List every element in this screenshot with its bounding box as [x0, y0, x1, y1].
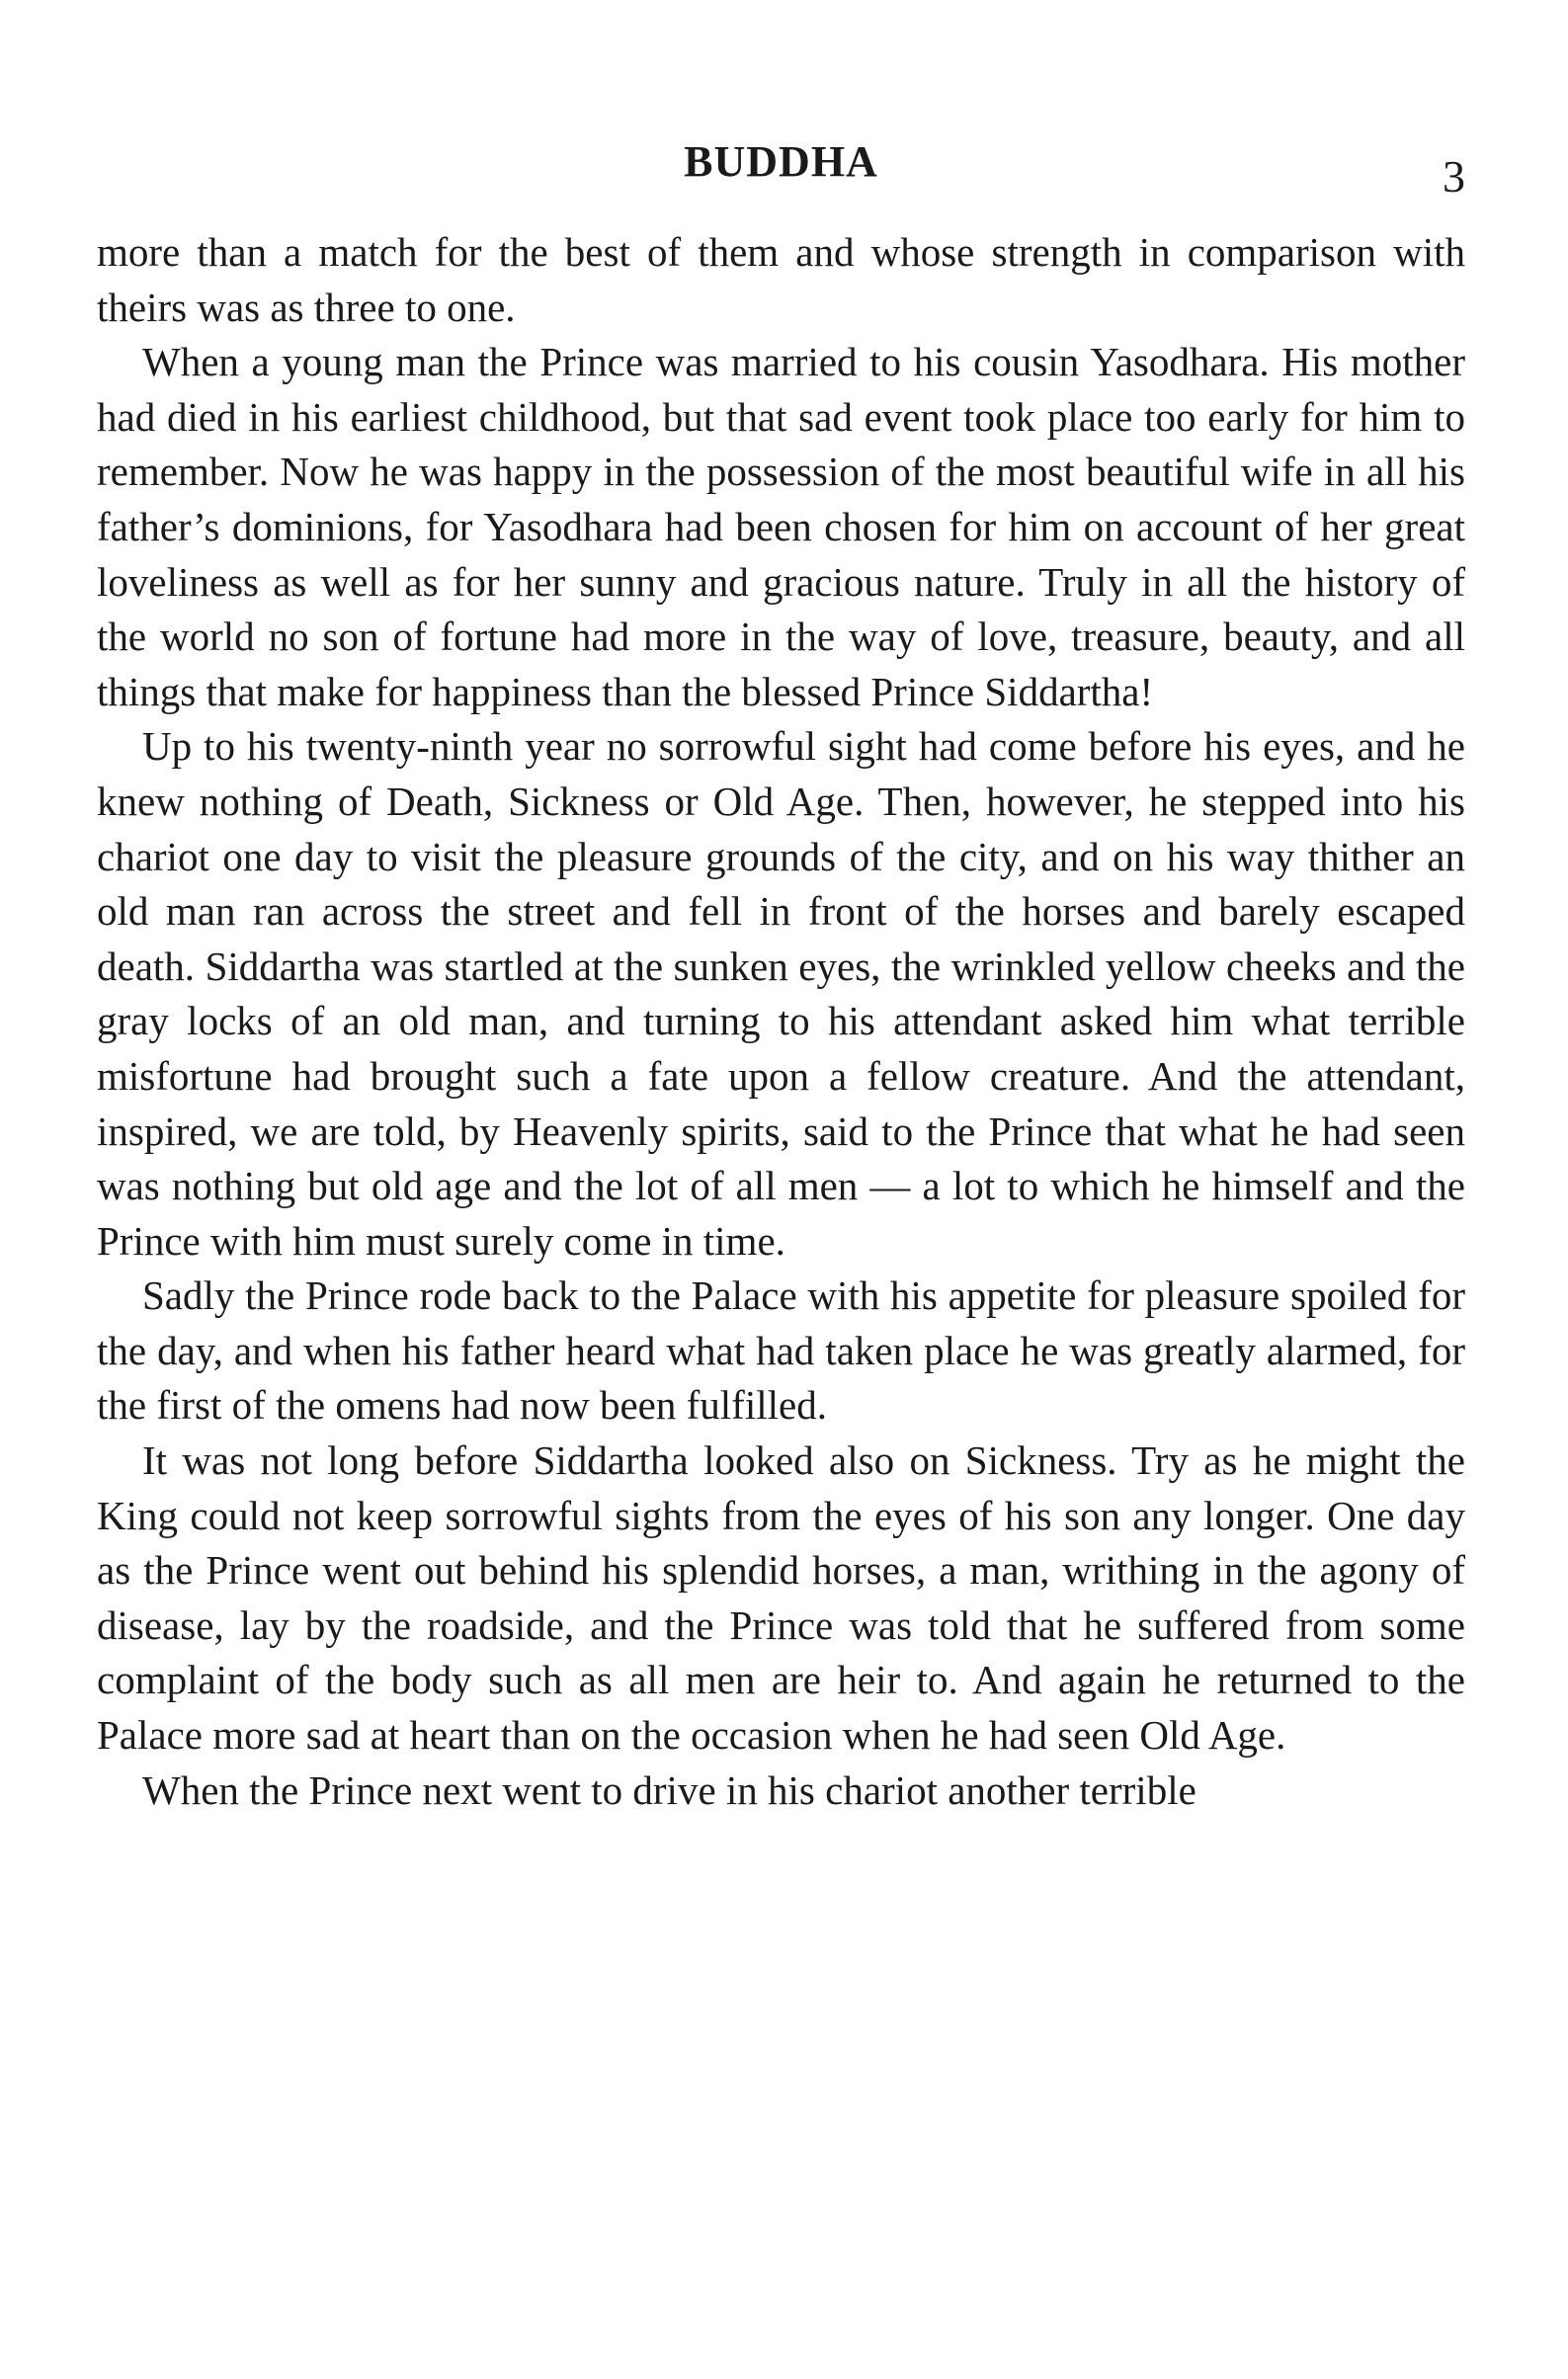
paragraph-next-drive: When the Prince next went to drive in his chariot another terrible — [142, 1766, 1197, 1813]
running-head — [97, 136, 1465, 202]
body-text — [97, 225, 1465, 1818]
paragraph-old-age: Up to his twenty-ninth year no sorrowful sight had come before his eyes, and he knew nothing of Death, Sickness or Old Age. Then, however, he stepped into his chariot one day to visit the pleasure grounds of the city, and on his way thither an old man ran across the street and fell in front of the horses and barely escaped death. Siddartha was startled at the sunken eyes, the wrinkled yellow cheeks and the gray locks of an old man, and turning to his attendant asked him what terrible misfortune had brought such a fate upon a fellow creature. And the attendant, inspired, we are told, by Heavenly spirits, said to the Prince that what he had seen was nothing but old age and the lot of all men — a lot to which he himself and the Prince with him must surely come in time. — [97, 723, 1465, 1264]
paragraph-sickness: It was not long before Siddartha looked also on Sickness. Try as he might the King could not keep sorrowful sights from the eyes of his son any longer. One day as the Prince went out behind his splendid horses, a man, writhing in the agony of disease, lay by the roadside, and the Prince was told that he suffered from some complaint of the body such as all men are heir to. And again he returned to the Palace more sad at heart than on the occasion when he had seen Old Age. — [97, 1437, 1465, 1759]
paragraph-marriage: When a young man the Prince was married to his cousin Yasodhara. His mother had died in his earliest childhood, but that sad event took place too early for him to remember. Now he was happy in the possession of the most beautiful wife in all his father’s dominions, for Yasodhara had been chosen for him on account of her great loveliness as well as for her sunny and gracious nature. Truly in all the history of the world no son of fortune had more in the way of love, treasure, beauty, and all things that make for happiness than the blessed Prince Siddartha! — [97, 339, 1465, 714]
page-number: 3 — [1443, 151, 1465, 202]
paragraph-continued: more than a match for the best of them and whose strength in comparison with theirs was as three to one. — [97, 229, 1465, 330]
running-title: BUDDHA — [684, 137, 878, 186]
paragraph-return: Sadly the Prince rode back to the Palace with his appetite for pleasure spoiled for the day, and when his father heard what had taken place he was greatly alarmed, for the first of the omens had now been fulfilled. — [97, 1272, 1465, 1429]
